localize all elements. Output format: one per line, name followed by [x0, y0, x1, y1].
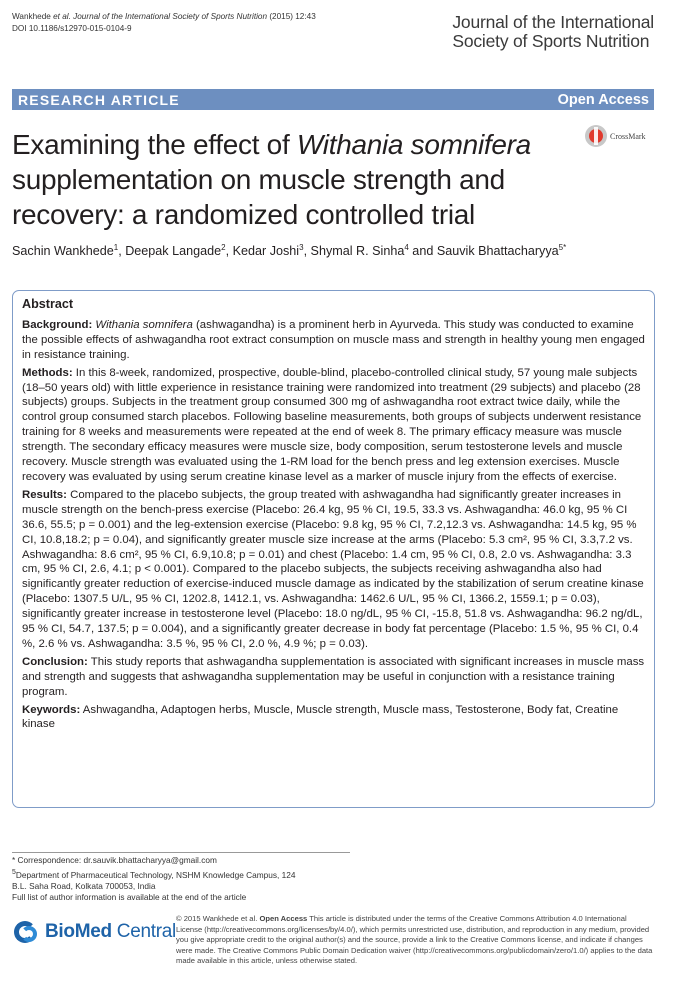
footnote-divider — [12, 852, 350, 853]
affiliation-line1: Department of Pharmaceutical Technology, NSHM Knowledge Campus, 124 — [15, 869, 296, 880]
publisher-name: BioMed Central — [45, 921, 176, 942]
abstract-heading: Abstract — [22, 297, 74, 311]
section-text: Compared to the placebo subjects, the group treated with ashwagandha had significantly greater increases in muscle strength on the bench-press exercise (Placebo: 26.4 kg, 95 % CI, 19.5, 33.3 vs. Ashwagandha: 46.0 kg, 95 % CI 36.6, 55.5; p = 0.001) and the leg-extension exercise (Placebo: 9.8 kg, 95 % CI, 7.2,12.3 vs. Ashwagandha: 14.5 kg, 95 % CI, 10.8,18.2; p = 0.04), and significantly greater muscle size increase at the arms (Placebo: 5.3 cm², 95 % CI, 3.3,7.2 vs. Ashwagandha: 8.6 cm², 95 % CI, 6.9,10.8; p = 0.01) and chest (Placebo: 1.4 cm, 95 % CI, 0.8, 2.0 vs. Ashwagandha: 3.3 cm, 95 % CI, 2.6, 4.1; p < 0.001). Compared to the placebo subjects, the subjects receiving ashwagandha also had significantly greater reduction of exercise-induced muscle damage as indicated by the stabilization of serum creatine kinase (Placebo: 1307.5 U/L, 95 % CI, 1202.8, 1412.1, vs. Ashwagandha: 1462.6 U/L, 95 % CI, 1366.2, 1559.1; p = 0.03), significantly greater increase in testosterone level (Placebo: 18.0 ng/dL, 95 % CI, -15.8, 51.8 vs. Ashwagandha: 96.2 ng/dL, 95 % CI, 54.7, 137.5; p = 0.004), and a significantly greater decrease in body fat percentage (Placebo: 1.5 %, 95 % CI, 0.4 %, 2.6 % vs. Ashwagandha: 3.5 %, 95 % CI, 2.0 %, 4.9 %; p = 0.03). — [22, 488, 644, 650]
article-type-banner — [12, 89, 654, 110]
citation-journal: et al. Journal of the International Society of Sports Nutrition — [53, 12, 268, 21]
journal-name-line2: Society of Sports Nutrition — [452, 31, 650, 51]
crossmark-button[interactable] — [585, 121, 647, 151]
affiliation — [12, 867, 295, 881]
section-text: In this 8-week, randomized, prospective, double-blind, placebo-controlled clinical study, 57 young male subjects (18–50 years old) with little experience in resistance training were randomized into treatment (29 subjects) and placebo (28 subjects) groups. Subjects in the treatment group consumed 300 mg of ashwagandha root extract twice daily, while the control group consumed starch placebos. Following baseline measurements, both groups of subjects underwent resistance training for 8 weeks and measurements were repeated at the end of week 8. The primary efficacy measure was muscle strength. The secondary efficacy measures were muscle size, body composition, serum testosterone levels and muscle recovery. Muscle strength was evaluated using the 1-RM load for the bench press and leg extension exercises. Muscle recovery was evaluated by using serum creatine kinase level as a marker of muscle injury from the effects of exercise. — [22, 366, 642, 483]
section-text: This study reports that ashwagandha supplementation is associated with significant increases in muscle mass and strength and suggests that ashwagandha supplementation may be useful in conjunction with a resistance training program. — [22, 655, 645, 698]
license-body: This article is distributed under the terms of the Creative Commons Attribution 4.0 International License (http://creativecommons.org/licenses/by/4.0/), which permits unrestricted use, distribution, and reproduction in any medium, provided you give appropriate credit to the original author(s) and the source, provide a link to the Creative Commons license, and indicate if changes were made. The Creative Commons Public Domain Dedication waiver (http://creativecommons.org/publicdomain/zero/1.0/) applies to the data made available in this article, unless otherwise stated. — [176, 914, 653, 966]
biomed-central-icon — [12, 917, 42, 947]
abstract-keywords — [22, 703, 646, 733]
citation-header — [12, 11, 316, 35]
author-name[interactable]: and Sauvik Bhattacharyya — [408, 244, 559, 259]
author-name[interactable]: Sachin Wankhede — [12, 244, 114, 259]
doi: DOI 10.1186/s12970-015-0104-9 — [12, 24, 132, 33]
abstract-methods — [22, 366, 646, 485]
author-info-note: Full list of author information is available at the end of the article — [12, 892, 247, 903]
open-access-label: Open Access — [557, 91, 649, 108]
section-label: Methods: — [22, 366, 73, 379]
abstract-results — [22, 488, 646, 652]
affiliation-marker: 5 — [12, 868, 16, 876]
footnotes — [12, 855, 295, 904]
author-name[interactable]: , Kedar Joshi — [225, 244, 300, 259]
affiliation-marker: 2 — [221, 243, 226, 252]
section-label: Keywords: — [22, 703, 81, 716]
article-title — [12, 127, 587, 232]
affiliation-marker: 4 — [404, 243, 409, 252]
article-type: RESEARCH ARTICLE — [18, 91, 180, 108]
author-name[interactable]: , Shymal R. Sinha — [303, 244, 405, 259]
correspondence-email[interactable]: * Correspondence: dr.sauvik.bhattacharyya@gmail.com — [12, 855, 217, 865]
crossmark-icon — [585, 125, 607, 147]
copyright: © 2015 Wankhede et al. — [176, 914, 258, 923]
section-label: Conclusion: — [22, 655, 88, 668]
abstract-box — [12, 290, 655, 808]
citation-year: (2015) 12:43 — [269, 12, 316, 21]
abstract-conclusion — [22, 655, 646, 700]
crossmark-label: CrossMark — [610, 131, 646, 141]
affiliation-line2: B.L. Saha Road, Kolkata 700053, India — [12, 880, 156, 891]
section-label: Background: — [22, 318, 93, 331]
title-part2: supplementation on muscle strength and recovery: a randomized controlled trial — [12, 164, 505, 230]
journal-name-line1: Journal of the International — [452, 12, 654, 32]
section-text: Ashwagandha, Adaptogen herbs, Muscle, Muscle strength, Muscle mass, Testosterone, Body fat, Creatine kinase — [22, 703, 619, 731]
author-list — [12, 243, 566, 258]
citation-author: Wankhede — [12, 12, 51, 21]
biomed-central-logo[interactable] — [12, 917, 176, 947]
title-part1: Examining the effect of — [12, 129, 297, 160]
affiliation-marker: 5* — [558, 243, 567, 252]
species-name: Withania somnifera — [95, 318, 193, 331]
affiliation-marker: 3 — [299, 243, 304, 252]
title-species: Withania somnifera — [296, 129, 531, 160]
affiliation-marker: 1 — [113, 243, 119, 252]
license-text — [176, 914, 654, 967]
journal-name — [452, 13, 654, 51]
open-access-note: Open Access — [259, 914, 308, 923]
author-name[interactable]: , Deepak Langade — [118, 244, 222, 259]
section-text: (ashwagandha) is a prominent herb in Ayurveda. This study was conducted to examine the possible effects of ashwagandha root extract consumption on muscle mass and strength in healthy young men engaged in resistance training. — [22, 318, 645, 361]
section-label: Results: — [22, 488, 67, 501]
abstract-background — [22, 318, 646, 363]
